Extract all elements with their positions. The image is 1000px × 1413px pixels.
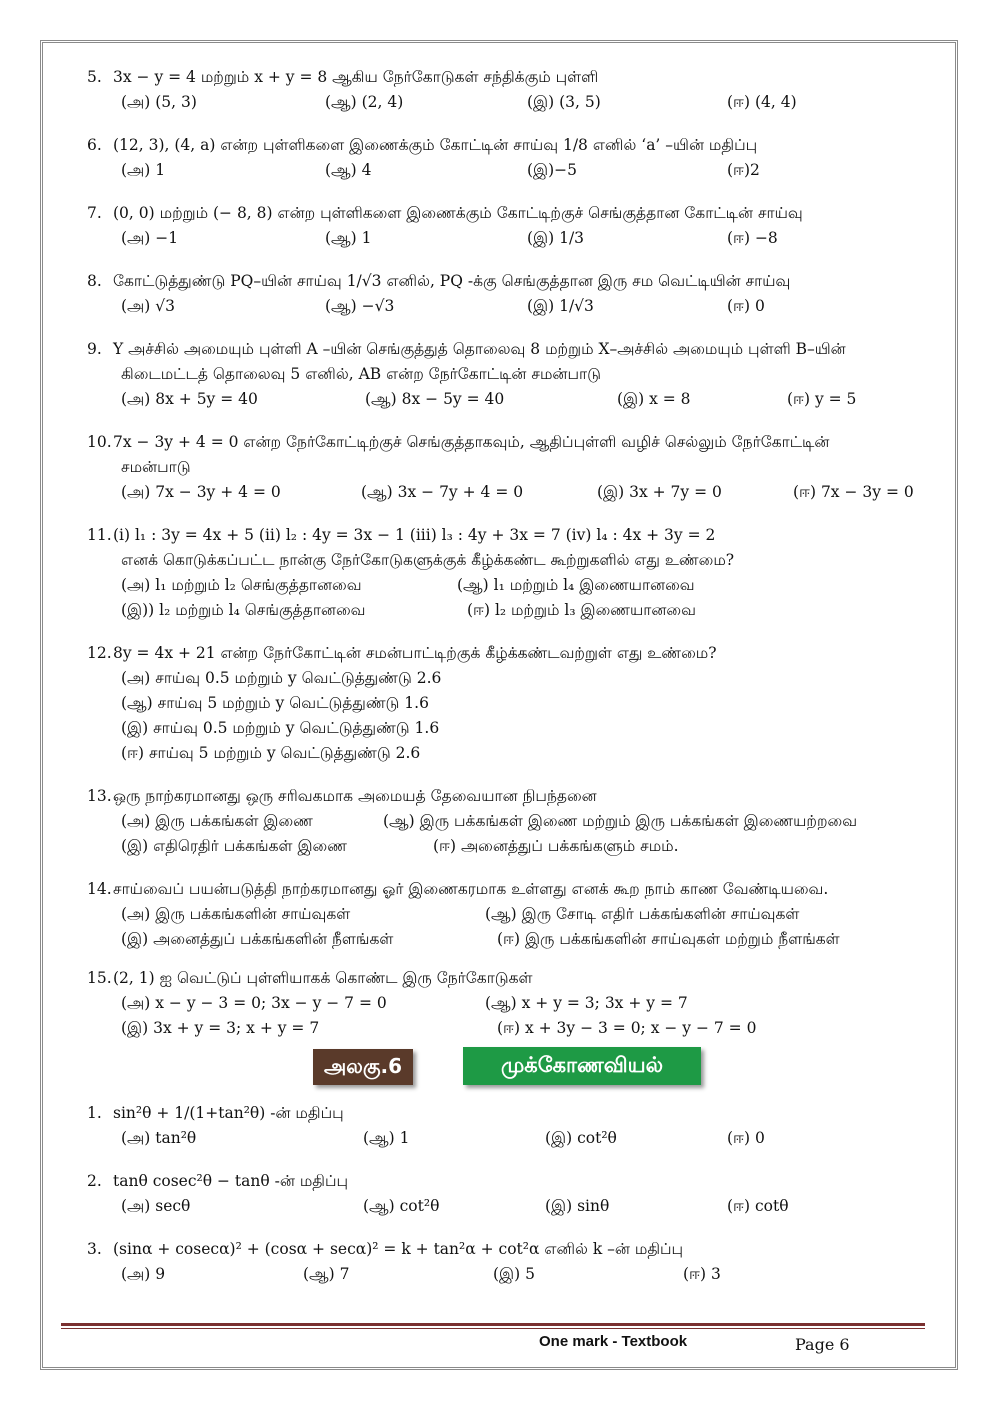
option-b: (ஆ) 3x − 7y + 4 = 0 xyxy=(361,483,524,501)
option-a: (அ) −1 xyxy=(121,229,179,247)
option-d: (ஈ)2 xyxy=(727,161,760,179)
question-8 xyxy=(87,269,927,319)
page-frame xyxy=(40,40,958,1370)
option-c: (இ) 3x + 7y = 0 xyxy=(597,483,722,501)
trig-question-1 xyxy=(87,1101,927,1151)
question-number: 6. xyxy=(87,136,102,154)
option-d: (ஈ) l₂ மற்றும் l₃ இணையானவை xyxy=(467,601,696,619)
option-a: (அ) l₁ மற்றும் l₂ செங்குத்தானவை xyxy=(121,576,362,594)
question-15 xyxy=(87,966,927,1041)
option-c: (இ) sinθ xyxy=(545,1197,610,1215)
footer-rule xyxy=(61,1323,925,1326)
question-number: 13. xyxy=(87,787,112,805)
option-d: (ஈ) இரு பக்கங்களின் சாய்வுகள் மற்றும் நீளங்கள் xyxy=(497,930,840,948)
question-number: 1. xyxy=(87,1104,102,1122)
option-d: (ஈ) 0 xyxy=(727,297,765,315)
option-c: (இ) 5 xyxy=(493,1265,535,1283)
option-c: (இ) 1/3 xyxy=(527,229,585,247)
option-c: (இ) cot²θ xyxy=(545,1129,617,1147)
option-b: (ஆ) இரு சோடி எதிர் பக்கங்களின் சாய்வுகள் xyxy=(485,905,800,923)
question-6 xyxy=(87,133,927,183)
option-a: (அ) இரு பக்கங்கள் இணை xyxy=(121,812,313,830)
option-b: (ஆ) −√3 xyxy=(325,297,395,315)
option-a: (அ) சாய்வு 0.5 மற்றும் y வெட்டுத்துண்டு 2.6 xyxy=(121,669,442,687)
question-10 xyxy=(87,430,927,505)
option-a: (அ) 8x + 5y = 40 xyxy=(121,390,258,408)
option-c: (இ) 3x + y = 3; x + y = 7 xyxy=(121,1019,320,1037)
option-b: (ஆ) இரு பக்கங்கள் இணை மற்றும் இரு பக்கங்கள் இணையற்றவை xyxy=(383,812,858,830)
option-a: (அ) 9 xyxy=(121,1265,166,1283)
option-a: (அ) இரு பக்கங்களின் சாய்வுகள் xyxy=(121,905,351,923)
option-d: (ஈ) 0 xyxy=(727,1129,765,1147)
trig-question-3 xyxy=(87,1237,927,1287)
option-d: (ஈ) அனைத்துப் பக்கங்களும் சமம். xyxy=(433,837,679,855)
question-stem: sin²θ + 1/(1+tan²θ) -ன் மதிப்பு xyxy=(113,1104,344,1122)
question-number: 7. xyxy=(87,204,102,222)
question-number: 8. xyxy=(87,272,102,290)
page-number: Page 6 xyxy=(795,1335,850,1354)
question-list xyxy=(87,65,927,1287)
question-number: 9. xyxy=(87,340,102,358)
option-b: (ஆ) 8x − 5y = 40 xyxy=(365,390,505,408)
option-a: (அ) secθ xyxy=(121,1197,191,1215)
question-5 xyxy=(87,65,927,115)
question-stem: 7x − 3y + 4 = 0 என்ற நேர்கோட்டிற்குச் செங்குத்தாகவும், ஆதிப்புள்ளி வழிச் செல்லும் நேர்கோட்டின் xyxy=(113,433,830,451)
question-stem: கோட்டுத்துண்டு PQ–யின் சாய்வு 1/√3 எனில், PQ -க்கு செங்குத்தான இரு சம வெட்டியின் சாய்வு xyxy=(113,272,791,290)
option-c: (இ) (3, 5) xyxy=(527,93,601,111)
option-d: (ஈ) cotθ xyxy=(727,1197,789,1215)
option-a: (அ) (5, 3) xyxy=(121,93,197,111)
option-d: (ஈ) x + 3y − 3 = 0; x − y − 7 = 0 xyxy=(497,1019,757,1037)
option-c: (இ) x = 8 xyxy=(617,390,691,408)
option-c: (இ) அனைத்துப் பக்கங்களின் நீளங்கள் xyxy=(121,930,394,948)
question-7 xyxy=(87,201,927,251)
question-number: 2. xyxy=(87,1172,102,1190)
option-c: (இ)−5 xyxy=(527,161,578,179)
topic-title: முக்கோணவியல் xyxy=(463,1047,701,1085)
option-b: (ஆ) cot²θ xyxy=(363,1197,440,1215)
question-stem-continued: கிடைமட்டத் தொலைவு 5 எனில், AB என்ற நேர்கோட்டின் சமன்பாடு xyxy=(121,365,601,383)
question-stem: (12, 3), (4, a) என்ற புள்ளிகளை இணைக்கும் கோட்டின் சாய்வு 1/8 எனில் ‘a’ –யின் மதிப்பு xyxy=(113,136,758,154)
option-d: (ஈ) −8 xyxy=(727,229,778,247)
trig-question-2 xyxy=(87,1169,927,1219)
question-stem: 8y = 4x + 21 என்ற நேர்கோட்டின் சமன்பாட்டிற்குக் கீழ்க்கண்டவற்றுள் எது உண்மை? xyxy=(113,644,717,662)
question-number: 3. xyxy=(87,1240,102,1258)
question-number: 15. xyxy=(87,969,112,987)
option-b: (ஆ) 4 xyxy=(325,161,372,179)
option-c: (இ)) l₂ மற்றும் l₄ செங்குத்தானவை xyxy=(121,601,366,619)
question-stem: (0, 0) மற்றும் (− 8, 8) என்ற புள்ளிகளை இணைக்கும் கோட்டிற்குச் செங்குத்தான கோட்டின் சாய்வு xyxy=(113,204,803,222)
option-c: (இ) சாய்வு 0.5 மற்றும் y வெட்டுத்துண்டு 1.6 xyxy=(121,719,440,737)
option-b: (ஆ) (2, 4) xyxy=(325,93,404,111)
option-d: (ஈ) 3 xyxy=(683,1265,721,1283)
option-c: (இ) 1/√3 xyxy=(527,297,594,315)
unit-title: அலகு.6 xyxy=(313,1049,413,1085)
option-d: (ஈ) (4, 4) xyxy=(727,93,797,111)
option-a: (அ) tan²θ xyxy=(121,1129,197,1147)
question-12 xyxy=(87,641,927,766)
option-b: (ஆ) 7 xyxy=(303,1265,350,1283)
option-c: (இ) எதிரெதிர் பக்கங்கள் இணை xyxy=(121,837,347,855)
question-stem: (i) l₁ : 3y = 4x + 5 (ii) l₂ : 4y = 3x − 1 (iii) l₃ : 4y + 3x = 7 (iv) l₄ : 4x + 3y = 2 xyxy=(113,526,716,544)
option-b: (ஆ) 1 xyxy=(363,1129,410,1147)
option-b: (ஆ) x + y = 3; 3x + y = 7 xyxy=(485,994,688,1012)
question-number: 10. xyxy=(87,433,112,451)
unit-heading xyxy=(87,1047,927,1093)
question-stem-continued: எனக் கொடுக்கப்பட்ட நான்கு நேர்கோடுகளுக்குக் கீழ்க்கண்ட கூற்றுகளில் எது உண்மை? xyxy=(121,551,735,569)
option-a: (அ) √3 xyxy=(121,297,175,315)
question-number: 14. xyxy=(87,880,112,898)
question-number: 11. xyxy=(87,526,112,544)
question-stem: (sinα + cosecα)² + (cosα + secα)² = k + tan²α + cot²α எனில் k –ன் மதிப்பு xyxy=(113,1240,684,1258)
option-b: (ஆ) l₁ மற்றும் l₄ இணையானவை xyxy=(457,576,695,594)
question-number: 5. xyxy=(87,68,102,86)
question-stem: சாய்வைப் பயன்படுத்தி நாற்கரமானது ஓர் இணைகரமாக உள்ளது எனக் கூற நாம் காண வேண்டியவை. xyxy=(113,880,829,898)
option-a: (அ) 1 xyxy=(121,161,166,179)
option-b: (ஆ) 1 xyxy=(325,229,372,247)
footer-rule-thin xyxy=(61,1328,925,1329)
footer-label: One mark - Textbook xyxy=(539,1333,688,1350)
question-9 xyxy=(87,337,927,412)
option-d: (ஈ) 7x − 3y = 0 xyxy=(793,483,914,501)
question-stem-continued: சமன்பாடு xyxy=(121,458,191,476)
option-a: (அ) x − y − 3 = 0; 3x − y − 7 = 0 xyxy=(121,994,387,1012)
question-13 xyxy=(87,784,927,859)
question-14 xyxy=(87,877,927,952)
question-11 xyxy=(87,523,927,623)
question-stem: Y அச்சில் அமையும் புள்ளி A –யின் செங்குத்துத் தொலைவு 8 மற்றும் X–அச்சில் அமையும் புள்ளி B–யின் xyxy=(113,340,846,358)
question-stem: ஒரு நாற்கரமானது ஒரு சரிவகமாக அமையத் தேவையான நிபந்தனை xyxy=(113,787,597,805)
option-a: (அ) 7x − 3y + 4 = 0 xyxy=(121,483,281,501)
option-d: (ஈ) சாய்வு 5 மற்றும் y வெட்டுத்துண்டு 2.6 xyxy=(121,744,421,762)
question-stem: 3x − y = 4 மற்றும் x + y = 8 ஆகிய நேர்கோடுகள் சந்திக்கும் புள்ளி xyxy=(113,68,599,86)
option-b: (ஆ) சாய்வு 5 மற்றும் y வெட்டுத்துண்டு 1.6 xyxy=(121,694,429,712)
question-number: 12. xyxy=(87,644,112,662)
question-stem: tanθ cosec²θ − tanθ -ன் மதிப்பு xyxy=(113,1172,349,1190)
question-stem: (2, 1) ஐ வெட்டுப் புள்ளியாகக் கொண்ட இரு நேர்கோடுகள் xyxy=(113,969,533,987)
option-d: (ஈ) y = 5 xyxy=(787,390,857,408)
